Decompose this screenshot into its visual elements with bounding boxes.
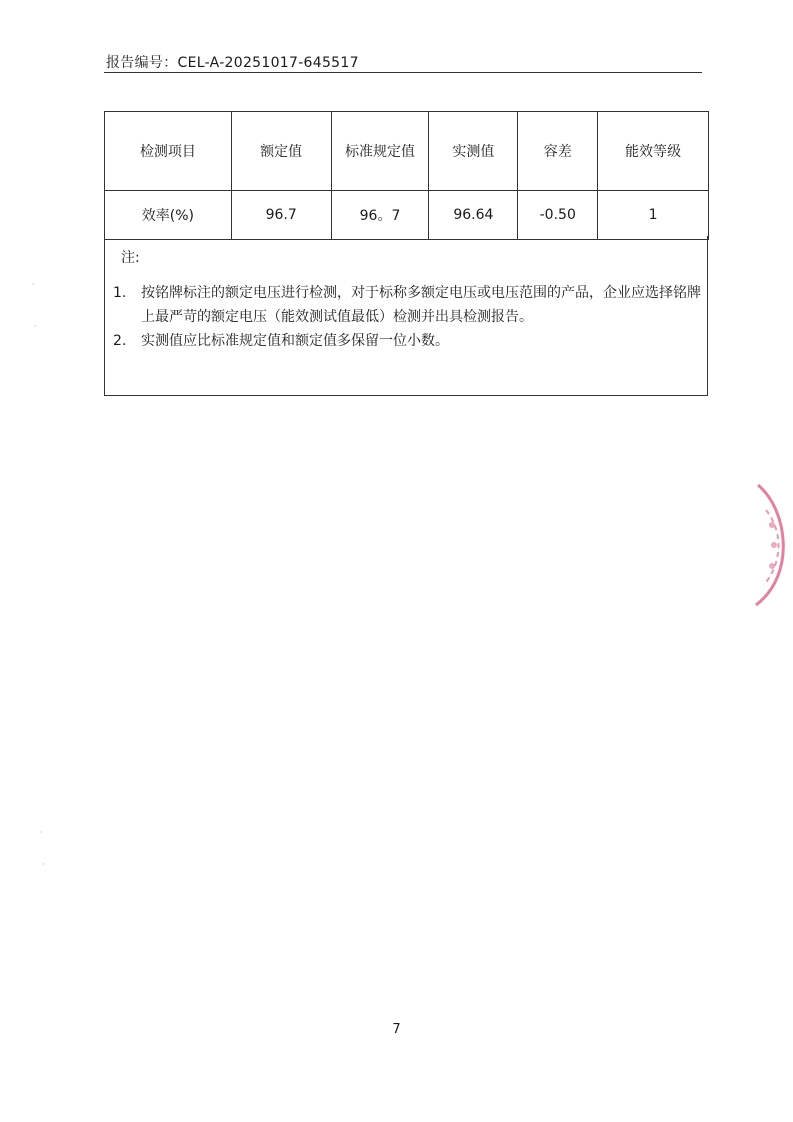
note-number: 2. bbox=[113, 333, 127, 349]
results-table bbox=[104, 111, 709, 240]
col-header-measured: 实测值 bbox=[429, 112, 518, 191]
cell-item: 效率(%) bbox=[105, 191, 232, 240]
notes-box bbox=[104, 236, 708, 396]
cell-grade: 1 bbox=[598, 191, 709, 240]
col-header-standard: 标准规定值 bbox=[331, 112, 429, 191]
note-text: 实测值应比标准规定值和额定值多保留一位小数。 bbox=[141, 333, 449, 349]
col-header-rated: 额定值 bbox=[231, 112, 331, 191]
page-number: 7 bbox=[392, 1022, 401, 1037]
scan-speck: · bbox=[40, 828, 43, 837]
scan-speck: · bbox=[34, 322, 37, 331]
cell-rated: 96.7 bbox=[231, 191, 331, 240]
scan-speck: · bbox=[32, 280, 35, 289]
col-header-item: 检测项目 bbox=[105, 112, 232, 191]
scan-speck: · bbox=[42, 860, 45, 869]
report-header bbox=[104, 50, 702, 73]
table-row bbox=[105, 191, 709, 240]
note-text: 按铭牌标注的额定电压进行检测，对于标称多额定电压或电压范围的产品，企业应选择铭牌上最严苛的额定电压（能效测试值最低）检测并出具检测报告。 bbox=[141, 285, 701, 325]
col-header-grade: 能效等级 bbox=[598, 112, 709, 191]
table-header-row bbox=[105, 112, 709, 191]
col-header-tolerance: 容差 bbox=[518, 112, 598, 191]
report-number: 报告编号：CEL-A-20251017-645517 bbox=[106, 55, 359, 71]
seal-stamp-icon bbox=[748, 480, 793, 614]
cell-measured: 96.64 bbox=[429, 191, 518, 240]
cell-tolerance: -0.50 bbox=[518, 191, 598, 240]
notes-label: 注: bbox=[121, 250, 140, 266]
cell-standard: 96。7 bbox=[331, 191, 429, 240]
note-number: 1. bbox=[113, 285, 127, 301]
